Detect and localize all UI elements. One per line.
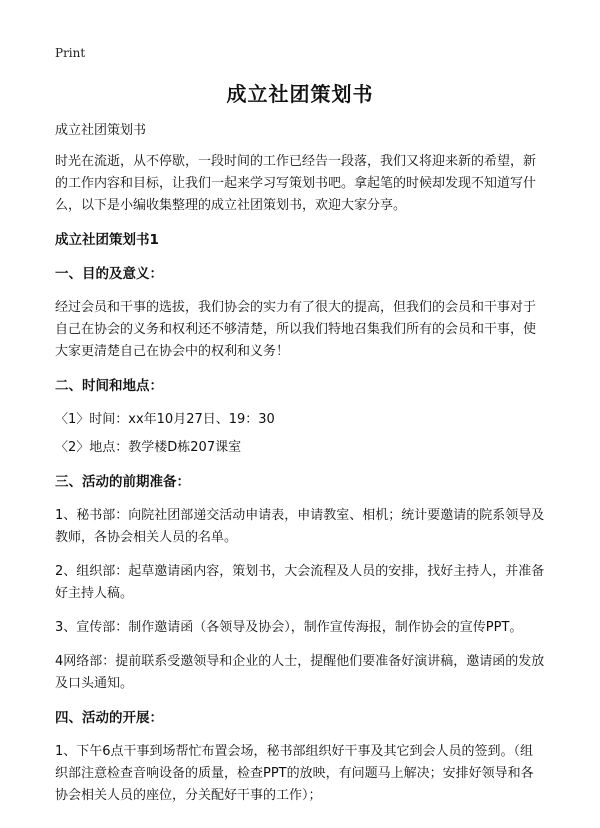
prep-item-2: 2、组织部：起草邀请函内容，策划书，大会流程及人员的安排，找好主持人，并准备好主持人稿。 (55, 564, 545, 601)
heading-preparation: 三、活动的前期准备： (55, 474, 190, 490)
activity-step-1: 1、下午6点干事到场帮忙布置会场，秘书部组织好干事及其它到会人员的签到。（组织部注意检查音响设备的质量，检查PPT的放映，有问题马上解决；安排好领导和各协会相关人员的座位，分关配好干事的工作）； (55, 744, 534, 803)
section-title: 成立社团策划书1 (55, 232, 159, 248)
time-line: 〈1〉时间：xx年10月27日、19：30 (55, 412, 275, 427)
document-subtitle: 成立社团策划书 (55, 123, 147, 138)
print-link[interactable]: Print (55, 46, 86, 60)
prep-item-4: 4网络部：提前联系受邀领导和企业的人士，提醒他们要准备好演讲稿，邀请函的发放及口头通知。 (55, 654, 545, 691)
prep-item-1: 1、秘书部：向院社团部递交活动申请表，申请教室、相机；统计要邀请的院系领导及教师，各协会相关人员的名单。 (55, 508, 545, 545)
heading-time-place: 二、时间和地点： (55, 378, 163, 394)
intro-paragraph: 时光在流逝，从不停歇，一段时间的工作已经告一段落，我们又将迎来新的希望，新的工作内容和目标，让我们一起来学习写策划书吧。拿起笔的时候却发现不知道写什么，以下是小编收集整理的成立社团策划书，欢迎大家分享。 (55, 154, 537, 213)
heading-purpose: 一、目的及意义： (55, 266, 163, 282)
place-line: 〈2〉地点：教学楼D栋207课室 (55, 440, 242, 455)
prep-item-3: 3、宣传部：制作邀请函（各领导及协会），制作宣传海报，制作协会的宣传PPT。 (55, 620, 523, 635)
page-title: 成立社团策划书 (226, 82, 374, 106)
heading-activity: 四、活动的开展： (55, 710, 163, 726)
document-body (55, 120, 545, 819)
purpose-paragraph: 经过会员和干事的选拔，我们协会的实力有了很大的提高，但我们的会员和干事对于自己在协会的义务和权利还不够清楚，所以我们特地召集我们所有的会员和干事，使大家更清楚自己在协会中的权利和义务！ (55, 300, 537, 359)
